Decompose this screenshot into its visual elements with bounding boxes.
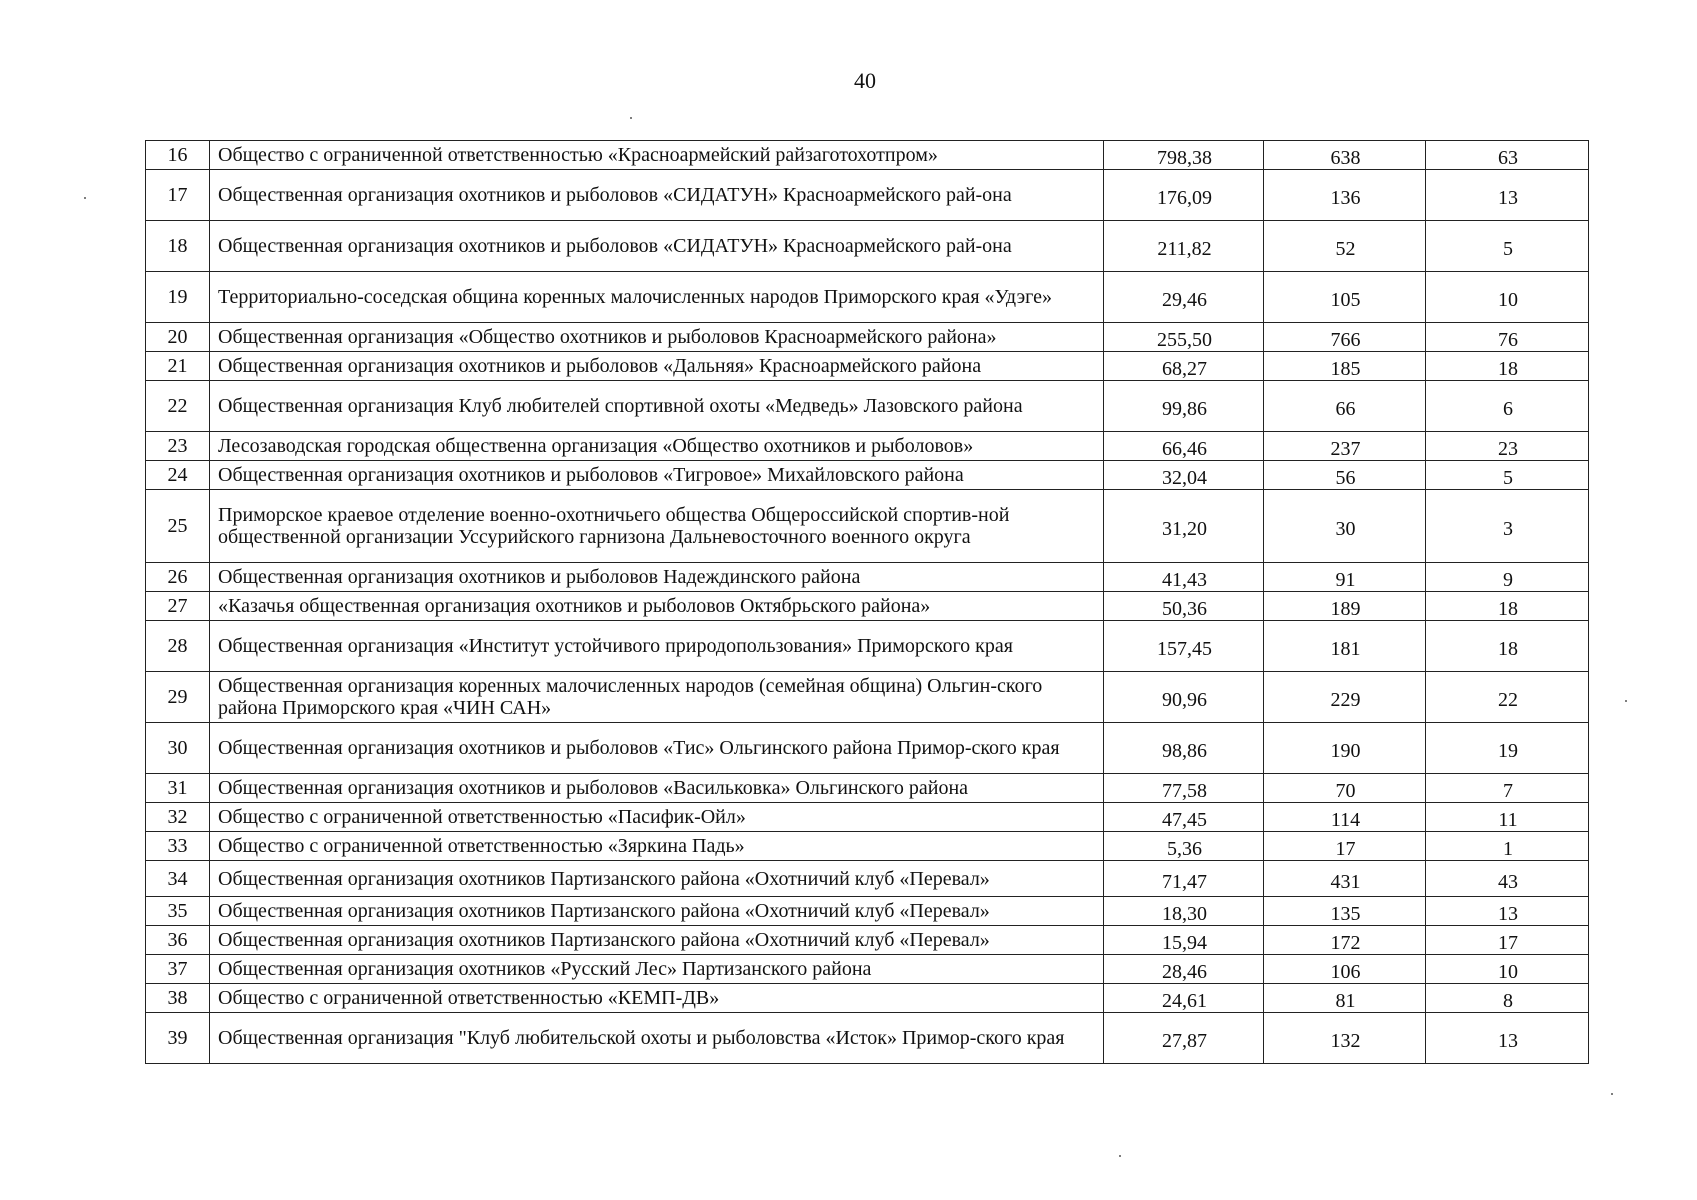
organization-name-cell: Общественная организация Клуб любителей спортивной охоты «Медведь» Лазовского района — [210, 381, 1104, 432]
count-cell — [1264, 352, 1426, 381]
table-row — [146, 803, 1589, 832]
area-cell — [1104, 672, 1264, 723]
table-row — [146, 897, 1589, 926]
table-row — [146, 592, 1589, 621]
area-cell-value: 176,09 — [1157, 187, 1212, 209]
table-row — [146, 723, 1589, 774]
table-row — [146, 490, 1589, 563]
count-cell — [1264, 926, 1426, 955]
quota-cell-value: 11 — [1498, 809, 1518, 831]
area-cell — [1104, 774, 1264, 803]
row-number-cell: 33 — [146, 832, 210, 861]
quota-cell — [1426, 432, 1589, 461]
row-number-cell: 16 — [146, 141, 210, 170]
count-cell — [1264, 861, 1426, 897]
quota-cell — [1426, 461, 1589, 490]
table-row — [146, 984, 1589, 1013]
area-cell-value: 798,38 — [1157, 147, 1212, 169]
quota-cell — [1426, 563, 1589, 592]
table-row — [146, 323, 1589, 352]
organization-name-cell: Лесозаводская городская общественна организация «Общество охотников и рыболовов» — [210, 432, 1104, 461]
area-cell-value: 27,87 — [1162, 1030, 1207, 1052]
quota-cell-value: 10 — [1498, 961, 1518, 983]
row-number-cell: 24 — [146, 461, 210, 490]
count-cell — [1264, 672, 1426, 723]
area-cell-value: 47,45 — [1162, 809, 1207, 831]
quota-cell — [1426, 926, 1589, 955]
table-row — [146, 461, 1589, 490]
area-cell — [1104, 592, 1264, 621]
count-cell — [1264, 984, 1426, 1013]
organization-name-cell: «Казачья общественная организация охотников и рыболовов Октябрьского района» — [210, 592, 1104, 621]
quota-cell — [1426, 723, 1589, 774]
scan-speck — [1119, 1155, 1121, 1157]
quota-cell-value: 13 — [1498, 187, 1518, 209]
organization-name-cell: Приморское краевое отделение военно-охотничьего общества Общероссийской спортив-ной общественной организации Уссурийского гарнизона Дальневосточного военного округа — [210, 490, 1104, 563]
scan-speck — [630, 117, 632, 119]
row-number-cell: 30 — [146, 723, 210, 774]
count-cell-value: 91 — [1335, 569, 1356, 591]
quota-cell-value: 10 — [1498, 289, 1518, 311]
quota-cell — [1426, 490, 1589, 563]
count-cell-value: 81 — [1335, 990, 1356, 1012]
row-number-cell: 34 — [146, 861, 210, 897]
count-cell — [1264, 461, 1426, 490]
quota-cell — [1426, 861, 1589, 897]
area-cell-value: 29,46 — [1162, 289, 1207, 311]
row-number-cell: 18 — [146, 221, 210, 272]
count-cell-value: 185 — [1330, 358, 1361, 380]
page-number: 40 — [854, 68, 876, 93]
count-cell-value: 638 — [1330, 147, 1361, 169]
count-cell-value: 229 — [1330, 689, 1361, 711]
row-number-cell: 25 — [146, 490, 210, 563]
quota-cell — [1426, 984, 1589, 1013]
area-cell-value: 68,27 — [1162, 358, 1207, 380]
count-cell — [1264, 621, 1426, 672]
count-cell-value: 136 — [1330, 187, 1361, 209]
quota-cell-value: 63 — [1498, 147, 1518, 169]
table-row — [146, 861, 1589, 897]
quota-cell-value: 23 — [1498, 438, 1518, 460]
row-number-cell: 35 — [146, 897, 210, 926]
table-row — [146, 432, 1589, 461]
organization-name-cell: Общественная организация охотников и рыболовов Надеждинского района — [210, 563, 1104, 592]
count-cell — [1264, 774, 1426, 803]
area-cell-value: 77,58 — [1162, 780, 1207, 802]
area-cell — [1104, 803, 1264, 832]
table-row — [146, 832, 1589, 861]
organization-name-cell: Общество с ограниченной ответственностью «Зяркина Падь» — [210, 832, 1104, 861]
row-number-cell: 23 — [146, 432, 210, 461]
area-cell-value: 15,94 — [1162, 932, 1207, 954]
area-cell-value: 255,50 — [1157, 329, 1212, 351]
count-cell — [1264, 221, 1426, 272]
area-cell — [1104, 861, 1264, 897]
organization-name-cell: Общественная организация охотников и рыболовов «Тигровое» Михайловского района — [210, 461, 1104, 490]
count-cell — [1264, 955, 1426, 984]
data-table — [145, 140, 1589, 1064]
count-cell-value: 66 — [1335, 398, 1356, 420]
quota-cell-value: 76 — [1498, 329, 1518, 351]
row-number-cell: 32 — [146, 803, 210, 832]
count-cell-value: 52 — [1335, 238, 1356, 260]
organization-name-cell: Общественная организация охотников и рыболовов «СИДАТУН» Красноармейского рай-она — [210, 221, 1104, 272]
row-number-cell: 21 — [146, 352, 210, 381]
quota-cell-value: 18 — [1498, 638, 1518, 660]
area-cell-value: 24,61 — [1162, 990, 1207, 1012]
row-number-cell: 22 — [146, 381, 210, 432]
quota-cell-value: 8 — [1503, 990, 1513, 1012]
count-cell-value: 106 — [1330, 961, 1361, 983]
count-cell-value: 30 — [1335, 518, 1356, 540]
organization-name-cell: Общество с ограниченной ответственностью «Красноармейский райзаготохотпром» — [210, 141, 1104, 170]
organization-name-cell: Общественная организация охотников Партизанского района «Охотничий клуб «Перевал» — [210, 861, 1104, 897]
table-row — [146, 955, 1589, 984]
table-row — [146, 170, 1589, 221]
quota-cell-value: 13 — [1498, 1030, 1518, 1052]
organization-name-cell: Территориально-соседская община коренных малочисленных народов Приморского края «Удэге» — [210, 272, 1104, 323]
count-cell-value: 132 — [1330, 1030, 1361, 1052]
table-row — [146, 381, 1589, 432]
count-cell — [1264, 723, 1426, 774]
organization-name-cell: Общественная организация охотников «Русский Лес» Партизанского района — [210, 955, 1104, 984]
table-row — [146, 1013, 1589, 1064]
count-cell — [1264, 1013, 1426, 1064]
quota-cell-value: 9 — [1503, 569, 1513, 591]
count-cell-value: 135 — [1330, 903, 1361, 925]
area-cell-value: 41,43 — [1162, 569, 1207, 591]
area-cell — [1104, 897, 1264, 926]
quota-cell-value: 3 — [1503, 518, 1513, 540]
table-row — [146, 221, 1589, 272]
area-cell — [1104, 723, 1264, 774]
count-cell — [1264, 381, 1426, 432]
count-cell-value: 17 — [1335, 838, 1356, 860]
row-number-cell: 27 — [146, 592, 210, 621]
area-cell-value: 50,36 — [1162, 598, 1207, 620]
area-cell — [1104, 381, 1264, 432]
count-cell — [1264, 170, 1426, 221]
count-cell — [1264, 432, 1426, 461]
quota-cell-value: 5 — [1503, 238, 1513, 260]
area-cell — [1104, 323, 1264, 352]
count-cell — [1264, 272, 1426, 323]
count-cell — [1264, 563, 1426, 592]
area-cell-value: 28,46 — [1162, 961, 1207, 983]
organization-name-cell: Общественная организация охотников и рыболовов «Тис» Ольгинского района Примор-ского края — [210, 723, 1104, 774]
organization-name-cell: Общество с ограниченной ответственностью «Пасифик-Ойл» — [210, 803, 1104, 832]
quota-cell — [1426, 352, 1589, 381]
count-cell-value: 70 — [1335, 780, 1356, 802]
table-row — [146, 563, 1589, 592]
quota-cell-value: 18 — [1498, 598, 1518, 620]
quota-cell — [1426, 803, 1589, 832]
organization-name-cell: Общественная организация охотников и рыболовов «Дальняя» Красноармейского района — [210, 352, 1104, 381]
area-cell — [1104, 984, 1264, 1013]
row-number-cell: 38 — [146, 984, 210, 1013]
area-cell — [1104, 621, 1264, 672]
quota-cell — [1426, 621, 1589, 672]
quota-cell-value: 13 — [1498, 903, 1518, 925]
quota-cell — [1426, 592, 1589, 621]
row-number-cell: 28 — [146, 621, 210, 672]
quota-cell — [1426, 1013, 1589, 1064]
row-number-cell: 36 — [146, 926, 210, 955]
organization-name-cell: Общественная организация коренных малочисленных народов (семейная община) Ольгин-ского района Приморского края «ЧИН САН» — [210, 672, 1104, 723]
area-cell-value: 31,20 — [1162, 518, 1207, 540]
organization-name-cell: Общественная организация "Клуб любительской охоты и рыболовства «Исток» Примор-ского края — [210, 1013, 1104, 1064]
table-row — [146, 352, 1589, 381]
count-cell-value: 105 — [1330, 289, 1361, 311]
quota-cell-value: 5 — [1503, 467, 1513, 489]
area-cell-value: 18,30 — [1162, 903, 1207, 925]
quota-cell — [1426, 672, 1589, 723]
organization-name-cell: Общественная организация «Общество охотников и рыболовов Красноармейского района» — [210, 323, 1104, 352]
count-cell — [1264, 897, 1426, 926]
count-cell — [1264, 832, 1426, 861]
count-cell — [1264, 803, 1426, 832]
table-row — [146, 272, 1589, 323]
row-number-cell: 17 — [146, 170, 210, 221]
quota-cell-value: 18 — [1498, 358, 1518, 380]
row-number-cell: 20 — [146, 323, 210, 352]
organization-name-cell: Общественная организация охотников и рыболовов «Васильковка» Ольгинского района — [210, 774, 1104, 803]
table-row — [146, 774, 1589, 803]
area-cell — [1104, 461, 1264, 490]
area-cell-value: 99,86 — [1162, 398, 1207, 420]
area-cell — [1104, 170, 1264, 221]
quota-cell-value: 17 — [1498, 932, 1518, 954]
organization-name-cell: Общественная организация охотников и рыболовов «СИДАТУН» Красноармейского рай-она — [210, 170, 1104, 221]
area-cell-value: 90,96 — [1162, 689, 1207, 711]
area-cell — [1104, 432, 1264, 461]
organization-name-cell: Общественная организация «Институт устойчивого природопользования» Приморского края — [210, 621, 1104, 672]
count-cell-value: 431 — [1330, 870, 1361, 893]
quota-cell-value: 19 — [1498, 740, 1518, 762]
quota-cell — [1426, 323, 1589, 352]
scan-speck — [84, 197, 86, 199]
area-cell — [1104, 221, 1264, 272]
count-cell — [1264, 592, 1426, 621]
scan-speck — [1611, 1093, 1613, 1095]
organization-name-cell: Общественная организация охотников Партизанского района «Охотничий клуб «Перевал» — [210, 897, 1104, 926]
quota-cell — [1426, 221, 1589, 272]
table-row — [146, 672, 1589, 723]
count-cell — [1264, 141, 1426, 170]
area-cell — [1104, 1013, 1264, 1064]
quota-cell — [1426, 955, 1589, 984]
row-number-cell: 26 — [146, 563, 210, 592]
count-cell-value: 190 — [1330, 740, 1361, 762]
count-cell-value: 181 — [1330, 638, 1361, 660]
area-cell — [1104, 272, 1264, 323]
count-cell-value: 172 — [1330, 932, 1361, 954]
quota-cell — [1426, 170, 1589, 221]
count-cell-value: 114 — [1330, 809, 1361, 831]
area-cell-value: 98,86 — [1162, 740, 1207, 762]
row-number-cell: 19 — [146, 272, 210, 323]
quota-cell — [1426, 897, 1589, 926]
quota-cell — [1426, 774, 1589, 803]
area-cell — [1104, 563, 1264, 592]
count-cell-value: 766 — [1330, 329, 1361, 351]
area-cell-value: 157,45 — [1157, 638, 1212, 660]
area-cell-value: 71,47 — [1162, 870, 1207, 893]
area-cell-value: 32,04 — [1162, 467, 1207, 489]
area-cell — [1104, 832, 1264, 861]
area-cell — [1104, 955, 1264, 984]
area-cell — [1104, 490, 1264, 563]
quota-cell — [1426, 832, 1589, 861]
table-row — [146, 926, 1589, 955]
area-cell — [1104, 926, 1264, 955]
quota-cell-value: 1 — [1503, 838, 1513, 860]
area-cell — [1104, 352, 1264, 381]
area-cell — [1104, 141, 1264, 170]
quota-cell — [1426, 381, 1589, 432]
count-cell — [1264, 323, 1426, 352]
quota-cell-value: 43 — [1498, 870, 1518, 893]
table-row — [146, 141, 1589, 170]
quota-cell-value: 6 — [1503, 398, 1513, 420]
area-cell-value: 211,82 — [1157, 238, 1212, 260]
count-cell-value: 237 — [1330, 438, 1361, 460]
organization-name-cell: Общество с ограниченной ответственностью «КЕМП-ДВ» — [210, 984, 1104, 1013]
quota-cell — [1426, 272, 1589, 323]
count-cell — [1264, 490, 1426, 563]
count-cell-value: 56 — [1335, 467, 1356, 489]
row-number-cell: 39 — [146, 1013, 210, 1064]
quota-cell — [1426, 141, 1589, 170]
row-number-cell: 31 — [146, 774, 210, 803]
area-cell-value: 66,46 — [1162, 438, 1207, 460]
area-cell-value: 5,36 — [1167, 838, 1202, 860]
quota-cell-value: 7 — [1503, 780, 1513, 802]
count-cell-value: 189 — [1330, 598, 1361, 620]
quota-cell-value: 22 — [1498, 689, 1518, 711]
scan-speck — [1625, 700, 1627, 702]
row-number-cell: 29 — [146, 672, 210, 723]
organization-name-cell: Общественная организация охотников Партизанского района «Охотничий клуб «Перевал» — [210, 926, 1104, 955]
table-row — [146, 621, 1589, 672]
table-body — [146, 141, 1589, 1064]
row-number-cell: 37 — [146, 955, 210, 984]
